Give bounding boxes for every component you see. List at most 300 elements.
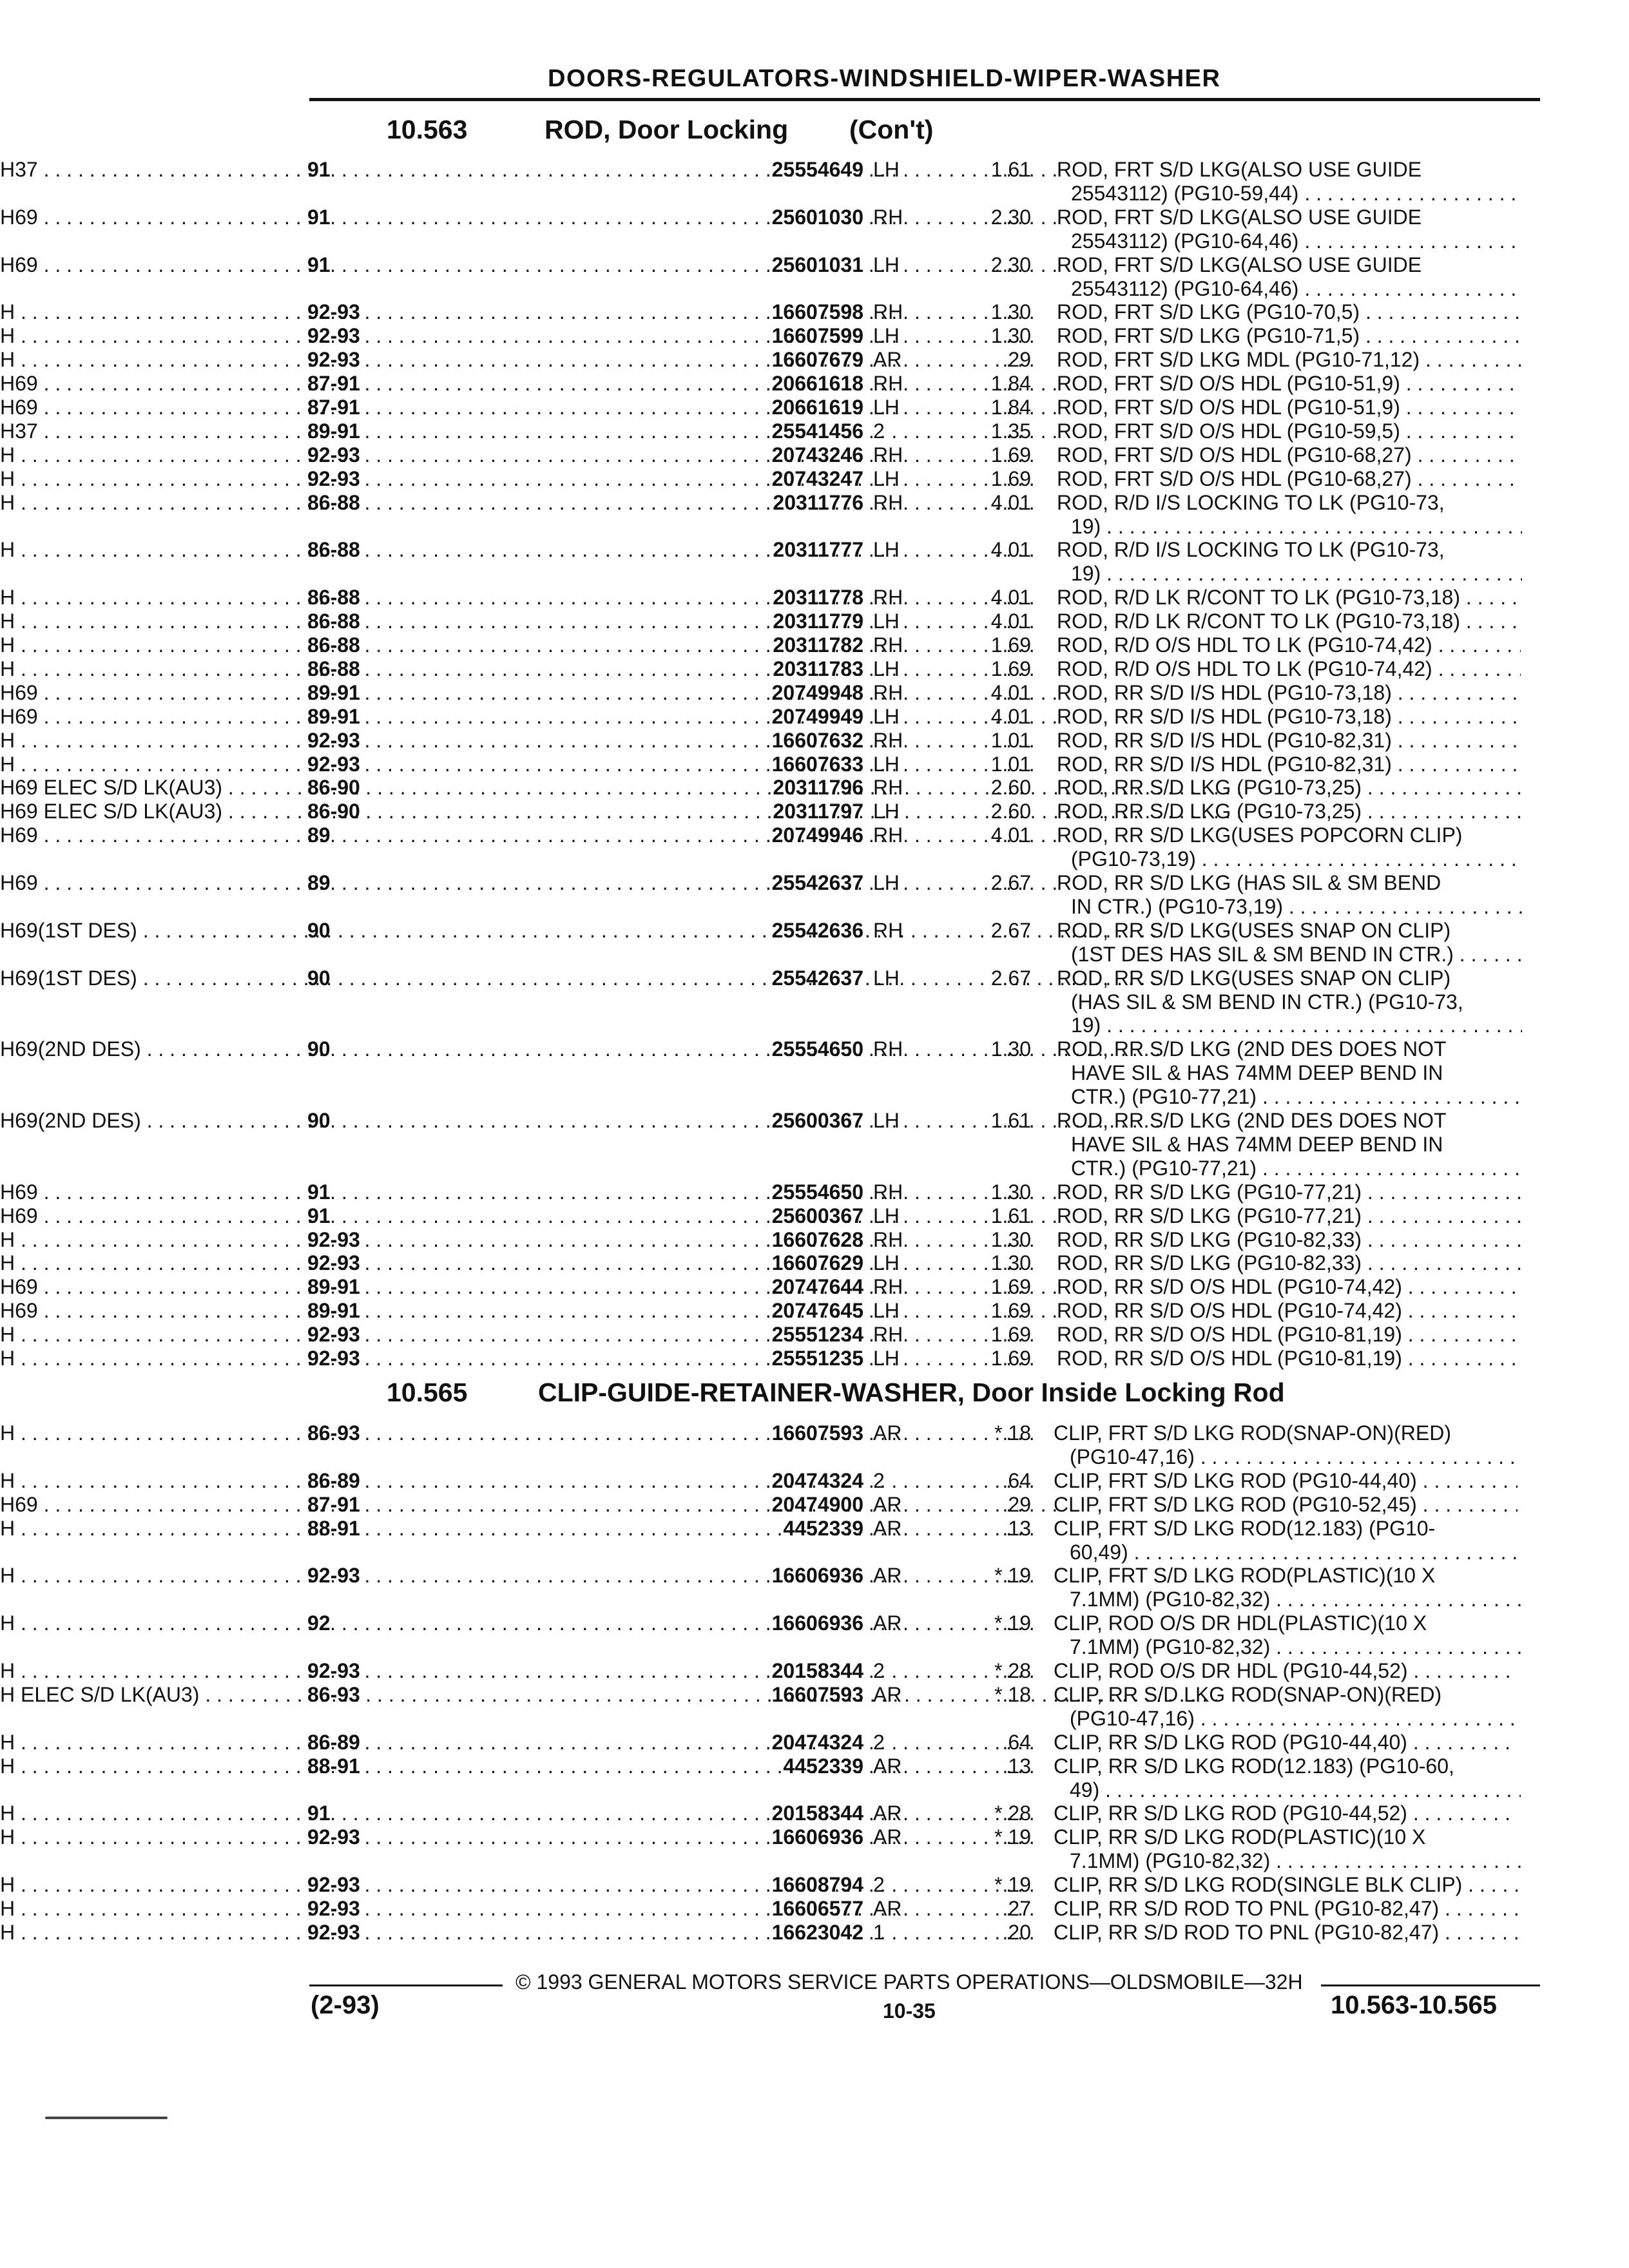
part-number: 20743247 bbox=[771, 466, 863, 490]
list-price: 1.69 bbox=[990, 1299, 1031, 1323]
part-row bbox=[0, 728, 1629, 753]
part-number: 20311797 bbox=[773, 800, 863, 823]
quantity: AR bbox=[873, 1564, 902, 1588]
part-row bbox=[0, 633, 1629, 657]
part-row bbox=[0, 1825, 1629, 1849]
list-price: 4.01 bbox=[990, 680, 1031, 704]
body-style: H69 . . . bbox=[0, 823, 1057, 847]
description: CLIP, RR S/D LKG ROD(SNAP-ON)(RED) bbox=[1054, 1682, 1442, 1706]
body-style: H69(2ND DES) . . . bbox=[0, 1108, 1161, 1133]
body-style: H69 . . . bbox=[0, 870, 1057, 895]
list-price: 4.01 bbox=[990, 823, 1031, 847]
description-continuation: (PG10-47,16) . . . bbox=[1070, 1445, 1521, 1469]
part-number: 20747645 bbox=[771, 1299, 863, 1323]
model-years: 92-93 bbox=[307, 300, 360, 324]
part-number: 20311777 bbox=[773, 538, 863, 562]
part-number: 20311796 bbox=[773, 776, 863, 800]
description: ROD, FRT S/D O/S HDL (PG10-68,27) . . . bbox=[1057, 466, 1521, 491]
quantity: 2 bbox=[873, 1730, 885, 1754]
part-row bbox=[0, 609, 1629, 633]
part-row bbox=[0, 966, 1629, 990]
description: ROD, FRT S/D LKG (PG10-71,5) . . . bbox=[1057, 323, 1521, 348]
quantity: 2 bbox=[873, 1659, 885, 1682]
description: ROD, RR S/D LKG (2ND DES DOES NOT bbox=[1057, 1037, 1447, 1061]
description: ROD, RR S/D LKG (PG10-77,21) . . . bbox=[1057, 1180, 1521, 1204]
model-years: 89-91 bbox=[307, 1275, 360, 1299]
model-years: 92-93 bbox=[307, 1825, 360, 1849]
part-number: 16607628 bbox=[771, 1227, 863, 1251]
description: ROD, RR S/D LKG (PG10-77,21) . . . bbox=[1057, 1204, 1521, 1228]
description-continuation: CTR.) (PG10-77,21) . . . bbox=[1071, 1084, 1522, 1109]
model-years: 91 bbox=[307, 205, 331, 229]
footer-rule-right bbox=[1321, 1984, 1540, 1986]
part-number: 16607599 bbox=[771, 324, 863, 348]
part-row bbox=[0, 205, 1629, 229]
model-years: 92-93 bbox=[307, 324, 360, 348]
part-row bbox=[0, 395, 1629, 419]
description: ROD, RR S/D LKG (2ND DES DOES NOT bbox=[1057, 1109, 1447, 1132]
description: ROD, RR S/D LKG (HAS SIL & SM BEND bbox=[1057, 871, 1441, 894]
quantity: LH bbox=[873, 324, 900, 348]
model-years: 92-93 bbox=[307, 1347, 360, 1370]
model-years: 90 bbox=[307, 918, 331, 942]
description-continuation: 19) . . . bbox=[1071, 561, 1522, 586]
body-style: H . . . bbox=[0, 1730, 1035, 1754]
quantity: RH bbox=[873, 1180, 903, 1204]
part-number: 16607593 bbox=[771, 1421, 863, 1445]
list-price: 1.61 bbox=[990, 1204, 1031, 1227]
quantity: RH bbox=[873, 372, 903, 396]
model-years: 86-89 bbox=[307, 1468, 360, 1492]
list-price: 1.69 bbox=[990, 1323, 1031, 1347]
quantity: AR bbox=[873, 1897, 902, 1920]
part-row bbox=[0, 752, 1629, 776]
part-number: 25542636 bbox=[771, 918, 863, 942]
part-row bbox=[0, 443, 1629, 467]
description-continuation: (PG10-47,16) . . . bbox=[1070, 1706, 1521, 1731]
quantity: RH bbox=[873, 586, 903, 610]
quantity: LH bbox=[873, 253, 900, 276]
list-price: 4.01 bbox=[990, 490, 1031, 514]
quantity: LH bbox=[873, 966, 900, 990]
description: CLIP, FRT S/D LKG ROD(SNAP-ON)(RED) bbox=[1054, 1421, 1451, 1445]
body-style: H69 . . . bbox=[0, 680, 1057, 705]
list-price: .29 bbox=[1002, 348, 1031, 372]
description: ROD, R/D LK R/CONT TO LK (PG10-73,18) . . . bbox=[1057, 585, 1521, 610]
description: CLIP, ROD O/S DR HDL(PLASTIC)(10 X bbox=[1054, 1611, 1427, 1635]
description: ROD, R/D O/S HDL TO LK (PG10-74,42) . . . bbox=[1057, 633, 1521, 657]
quantity: AR bbox=[873, 348, 902, 372]
footer-revision-date: (2-93) bbox=[311, 1991, 380, 2019]
quantity: RH bbox=[873, 1275, 903, 1299]
body-style: H69 ELEC S/D LK(AU3) . . . bbox=[0, 775, 1242, 800]
description: ROD, RR S/D LKG (PG10-82,33) . . . bbox=[1057, 1227, 1521, 1252]
part-row bbox=[0, 1754, 1629, 1778]
quantity: LH bbox=[873, 1109, 900, 1132]
description: ROD, R/D I/S LOCKING TO LK (PG10-73, bbox=[1057, 490, 1445, 514]
part-number: 25542637 bbox=[771, 966, 863, 990]
model-years: 91 bbox=[307, 1802, 331, 1825]
part-row bbox=[0, 1896, 1629, 1921]
model-years: 92-93 bbox=[307, 1659, 360, 1682]
part-row bbox=[0, 585, 1629, 610]
description: ROD, FRT S/D LKG(ALSO USE GUIDE bbox=[1057, 253, 1422, 276]
description: ROD, RR S/D I/S HDL (PG10-73,18) . . . bbox=[1057, 680, 1521, 705]
description-continuation: 25543112) (PG10-64,46) . . . bbox=[1071, 276, 1522, 301]
description: CLIP, FRT S/D LKG ROD (PG10-44,40) . . . bbox=[1054, 1468, 1518, 1493]
list-price: 1.84 bbox=[990, 372, 1031, 396]
list-price: .13 bbox=[1002, 1754, 1031, 1778]
quantity: AR bbox=[873, 1516, 902, 1540]
quantity: LH bbox=[873, 158, 900, 181]
part-row bbox=[0, 680, 1629, 705]
list-price: 2.67 bbox=[990, 871, 1031, 894]
part-row bbox=[0, 1920, 1629, 1945]
quantity: LH bbox=[873, 1347, 900, 1370]
list-price: 1.69 bbox=[990, 633, 1031, 657]
body-style: H . . . bbox=[0, 1611, 1035, 1635]
section-title: CLIP-GUIDE-RETAINER-WASHER, Door Inside Locking Rod bbox=[538, 1378, 1285, 1407]
part-number: 20158344 bbox=[771, 1802, 863, 1825]
model-years: 92-93 bbox=[307, 1251, 360, 1275]
part-number: 20311778 bbox=[773, 586, 863, 610]
body-style: H ELEC S/D LK(AU3) . . . bbox=[0, 1682, 1219, 1707]
quantity: RH bbox=[873, 728, 903, 752]
list-price: 4.01 bbox=[990, 586, 1031, 610]
description: CLIP, RR S/D ROD TO PNL (PG10-82,47) . . . bbox=[1054, 1896, 1518, 1921]
model-years: 86-88 bbox=[307, 586, 360, 610]
part-row bbox=[0, 918, 1629, 943]
description-continuation: 7.1MM) (PG10-82,32) . . . bbox=[1070, 1587, 1521, 1611]
body-style: H . . . bbox=[0, 609, 1035, 633]
model-years: 86-88 bbox=[307, 633, 360, 657]
model-years: 92-93 bbox=[307, 348, 360, 372]
part-row bbox=[0, 1611, 1629, 1635]
part-row bbox=[0, 1322, 1629, 1347]
part-row bbox=[0, 1682, 1629, 1707]
list-price: 1.35 bbox=[990, 419, 1031, 443]
description: ROD, RR S/D LKG(USES POPCORN CLIP) bbox=[1057, 823, 1463, 847]
body-style: H69 . . . bbox=[0, 395, 1057, 419]
part-number: 25554650 bbox=[771, 1180, 863, 1204]
description: ROD, R/D O/S HDL TO LK (PG10-74,42) . . . bbox=[1057, 657, 1521, 681]
list-price: 1.01 bbox=[990, 752, 1031, 776]
description: ROD, RR S/D O/S HDL (PG10-81,19) . . . bbox=[1057, 1346, 1521, 1370]
model-years: 88-91 bbox=[307, 1516, 360, 1540]
description: ROD, RR S/D LKG(USES SNAP ON CLIP) bbox=[1057, 918, 1451, 942]
part-number: 16606577 bbox=[771, 1897, 863, 1920]
part-number: 16607633 bbox=[771, 752, 863, 776]
description-continuation: 7.1MM) (PG10-82,32) . . . bbox=[1070, 1635, 1521, 1659]
model-years: 87-91 bbox=[307, 1492, 360, 1516]
body-style: H . . . bbox=[0, 1251, 1035, 1275]
list-price: .13 bbox=[1002, 1516, 1031, 1540]
part-number: 20747644 bbox=[771, 1275, 863, 1299]
list-price: 1.30 bbox=[990, 324, 1031, 348]
description-continuation: HAVE SIL & HAS 74MM DEEP BEND IN bbox=[1071, 1061, 1443, 1085]
quantity: LH bbox=[873, 704, 900, 728]
part-number: 25600367 bbox=[771, 1109, 863, 1132]
body-style: H . . . bbox=[0, 752, 1035, 776]
description: ROD, FRT S/D O/S HDL (PG10-59,5) . . . bbox=[1057, 419, 1521, 443]
model-years: 89-91 bbox=[307, 419, 360, 443]
description-continuation: IN CTR.) (PG10-73,19) . . . bbox=[1071, 894, 1522, 919]
quantity: RH bbox=[873, 1323, 903, 1347]
part-row bbox=[0, 1274, 1629, 1299]
model-years: 92-93 bbox=[307, 1564, 360, 1588]
description: ROD, FRT S/D LKG MDL (PG10-71,12) . . . bbox=[1057, 347, 1521, 372]
body-style: H . . . bbox=[0, 728, 1035, 753]
model-years: 91 bbox=[307, 158, 331, 181]
section-number: 10.565 bbox=[387, 1378, 468, 1407]
body-style: H . . . bbox=[0, 466, 1035, 491]
list-price: .29 bbox=[1002, 1492, 1031, 1516]
model-years: 92-93 bbox=[307, 752, 360, 776]
list-price: *.19 bbox=[994, 1564, 1031, 1588]
part-row bbox=[0, 1298, 1629, 1323]
part-number: 4452339 bbox=[783, 1754, 863, 1778]
model-years: 87-91 bbox=[307, 396, 360, 419]
quantity: RH bbox=[873, 205, 903, 229]
part-number: 16623042 bbox=[771, 1920, 863, 1944]
part-row bbox=[0, 870, 1629, 895]
list-price: *.18 bbox=[994, 1682, 1031, 1706]
quantity: LH bbox=[873, 1204, 900, 1227]
quantity: RH bbox=[873, 443, 903, 466]
part-number: 20311783 bbox=[773, 657, 863, 680]
part-number: 20749948 bbox=[771, 680, 863, 704]
part-number: 20474900 bbox=[771, 1492, 863, 1516]
body-style: H37 . . . bbox=[0, 157, 1057, 182]
part-number: 25554650 bbox=[771, 1037, 863, 1061]
description: ROD, FRT S/D LKG(ALSO USE GUIDE bbox=[1057, 158, 1422, 181]
list-price: 2.30 bbox=[990, 205, 1031, 229]
description: ROD, RR S/D I/S HDL (PG10-82,31) . . . bbox=[1057, 728, 1521, 753]
body-style: H . . . bbox=[0, 1658, 1035, 1683]
part-row bbox=[0, 1346, 1629, 1370]
model-years: 86-90 bbox=[307, 800, 360, 823]
description: CLIP, RR S/D ROD TO PNL (PG10-82,47) . . . bbox=[1054, 1920, 1518, 1945]
part-row bbox=[0, 1872, 1629, 1897]
body-style: H69 . . . bbox=[0, 1204, 1057, 1228]
description: ROD, FRT S/D LKG(ALSO USE GUIDE bbox=[1057, 205, 1422, 229]
part-row bbox=[0, 1516, 1629, 1541]
body-style: H69(2ND DES) . . . bbox=[0, 1037, 1161, 1061]
body-style: H . . . bbox=[0, 443, 1035, 467]
description-continuation: 7.1MM) (PG10-82,32) . . . bbox=[1070, 1849, 1521, 1873]
list-price: *.28 bbox=[994, 1659, 1031, 1682]
part-number: 25551234 bbox=[771, 1323, 863, 1347]
description: ROD, R/D I/S LOCKING TO LK (PG10-73, bbox=[1057, 538, 1445, 562]
part-row bbox=[0, 1421, 1629, 1445]
description-continuation: 25543112) (PG10-59,44) . . . bbox=[1071, 181, 1522, 206]
model-years: 92-93 bbox=[307, 1323, 360, 1347]
body-style: H . . . bbox=[0, 300, 1035, 324]
list-price: 1.30 bbox=[990, 1251, 1031, 1275]
model-years: 86-90 bbox=[307, 776, 360, 800]
quantity: AR bbox=[873, 1611, 902, 1635]
list-price: 4.01 bbox=[990, 704, 1031, 728]
body-style: H . . . bbox=[0, 1825, 1035, 1849]
quantity: AR bbox=[873, 1492, 902, 1516]
body-style: H69(1ST DES) . . . bbox=[0, 966, 1157, 990]
part-row bbox=[0, 1180, 1629, 1204]
body-style: H . . . bbox=[0, 1896, 1035, 1921]
quantity: 2 bbox=[873, 1468, 885, 1492]
description: ROD, RR S/D LKG(USES SNAP ON CLIP) bbox=[1057, 966, 1451, 990]
body-style: H . . . bbox=[0, 1920, 1035, 1945]
list-price: 1.30 bbox=[990, 300, 1031, 324]
model-years: 91 bbox=[307, 1204, 331, 1227]
description: CLIP, RR S/D LKG ROD(SINGLE BLK CLIP) . . . bbox=[1054, 1872, 1518, 1897]
list-price: 2.67 bbox=[990, 966, 1031, 990]
model-years: 90 bbox=[307, 1037, 331, 1061]
model-years: 89 bbox=[307, 823, 331, 847]
body-style: H69 . . . bbox=[0, 704, 1057, 729]
body-style: H . . . bbox=[0, 1801, 1035, 1825]
model-years: 86-88 bbox=[307, 490, 360, 514]
body-style: H . . . bbox=[0, 1346, 1035, 1370]
part-row bbox=[0, 347, 1629, 372]
model-years: 92-93 bbox=[307, 1873, 360, 1897]
part-row bbox=[0, 775, 1629, 800]
section-number: 10.563 bbox=[387, 115, 468, 144]
body-style: H69 . . . bbox=[0, 1180, 1057, 1204]
part-number: 20661619 bbox=[771, 396, 863, 419]
model-years: 86-93 bbox=[307, 1682, 360, 1706]
body-style: H . . . bbox=[0, 1754, 1035, 1778]
list-price: 1.61 bbox=[990, 158, 1031, 181]
quantity: RH bbox=[873, 633, 903, 657]
model-years: 89-91 bbox=[307, 680, 360, 704]
part-row bbox=[0, 419, 1629, 443]
part-number: 16607598 bbox=[771, 300, 863, 324]
description: ROD, RR S/D I/S HDL (PG10-82,31) . . . bbox=[1057, 752, 1521, 776]
quantity: LH bbox=[873, 871, 900, 894]
description-continuation: 49) . . . bbox=[1070, 1778, 1521, 1802]
quantity: 2 bbox=[873, 419, 885, 443]
body-style: H69 . . . bbox=[0, 253, 1057, 277]
part-number: 16607632 bbox=[771, 728, 863, 752]
model-years: 92-93 bbox=[307, 466, 360, 490]
quantity: RH bbox=[873, 680, 903, 704]
quantity: RH bbox=[873, 823, 903, 847]
body-style: H . . . bbox=[0, 537, 1035, 562]
list-price: 1.30 bbox=[990, 1037, 1031, 1061]
body-style: H69 . . . bbox=[0, 205, 1057, 229]
footer-page-number: 10-35 bbox=[883, 1999, 936, 2023]
list-price: *.19 bbox=[994, 1611, 1031, 1635]
list-price: *.18 bbox=[994, 1421, 1031, 1445]
description-continuation: 60,49) . . . bbox=[1070, 1540, 1521, 1564]
list-price: 1.61 bbox=[990, 1109, 1031, 1132]
part-row bbox=[0, 300, 1629, 324]
model-years: 91 bbox=[307, 1180, 331, 1204]
quantity: LH bbox=[873, 610, 900, 633]
description-continuation: 19) . . . bbox=[1071, 1013, 1522, 1037]
model-years: 86-88 bbox=[307, 610, 360, 633]
quantity: AR bbox=[873, 1421, 902, 1445]
body-style: H . . . bbox=[0, 1227, 1035, 1252]
part-row bbox=[0, 371, 1629, 396]
part-number: 20311776 bbox=[773, 490, 863, 514]
model-years: 86-88 bbox=[307, 657, 360, 680]
body-style: H69 . . . bbox=[0, 1492, 1057, 1517]
body-style: H . . . bbox=[0, 323, 1035, 348]
part-row bbox=[0, 1801, 1629, 1825]
list-price: 1.69 bbox=[990, 1275, 1031, 1299]
part-row bbox=[0, 466, 1629, 491]
description: ROD, FRT S/D O/S HDL (PG10-51,9) . . . bbox=[1057, 371, 1521, 396]
part-number: 25554649 bbox=[771, 158, 863, 181]
quantity: LH bbox=[873, 1299, 900, 1323]
part-number: 20474324 bbox=[771, 1468, 863, 1492]
list-price: *.19 bbox=[994, 1825, 1031, 1849]
model-years: 91 bbox=[307, 253, 331, 276]
quantity: 1 bbox=[873, 1920, 885, 1944]
list-price: 1.84 bbox=[990, 396, 1031, 419]
list-price: 4.01 bbox=[990, 610, 1031, 633]
quantity: LH bbox=[873, 752, 900, 776]
description: ROD, FRT S/D O/S HDL (PG10-51,9) . . . bbox=[1057, 395, 1521, 419]
quantity: LH bbox=[873, 1251, 900, 1275]
part-row bbox=[0, 157, 1629, 182]
list-price: .64 bbox=[1002, 1468, 1031, 1492]
list-price: 1.69 bbox=[990, 1347, 1031, 1370]
part-row bbox=[0, 799, 1629, 823]
body-style: H . . . bbox=[0, 1872, 1035, 1897]
quantity: RH bbox=[873, 300, 903, 324]
body-style: H . . . bbox=[0, 1421, 1035, 1445]
part-row bbox=[0, 823, 1629, 847]
part-row bbox=[0, 1251, 1629, 1275]
part-row bbox=[0, 1037, 1629, 1061]
list-price: *.19 bbox=[994, 1873, 1031, 1897]
body-style: H69(1ST DES) . . . bbox=[0, 918, 1157, 943]
quantity: RH bbox=[873, 490, 903, 514]
description-continuation: (1ST DES HAS SIL & SM BEND IN CTR.) . . . bbox=[1071, 942, 1522, 966]
part-row bbox=[0, 253, 1629, 277]
description: CLIP, FRT S/D LKG ROD(12.183) (PG10- bbox=[1054, 1516, 1436, 1540]
part-number: 20743246 bbox=[771, 443, 863, 466]
list-price: 1.69 bbox=[990, 657, 1031, 680]
description-continuation: (HAS SIL & SM BEND IN CTR.) (PG10-73, bbox=[1071, 990, 1463, 1014]
body-style: H . . . bbox=[0, 347, 1035, 372]
description-continuation: 25543112) (PG10-64,46) . . . bbox=[1071, 229, 1522, 253]
model-years: 92-93 bbox=[307, 1920, 360, 1944]
part-row bbox=[0, 704, 1629, 729]
part-number: 25601030 bbox=[771, 205, 863, 229]
part-row bbox=[0, 1227, 1629, 1252]
quantity: LH bbox=[873, 800, 900, 823]
description: CLIP, FRT S/D LKG ROD(PLASTIC)(10 X bbox=[1054, 1564, 1436, 1588]
body-style: H37 . . . bbox=[0, 419, 1057, 443]
description: CLIP, RR S/D LKG ROD (PG10-44,40) . . . bbox=[1054, 1730, 1518, 1754]
part-row bbox=[0, 1492, 1629, 1517]
model-years: 92-93 bbox=[307, 1227, 360, 1251]
quantity: LH bbox=[873, 466, 900, 490]
part-row bbox=[0, 1563, 1629, 1588]
description-continuation: (PG10-73,19) . . . bbox=[1071, 847, 1522, 871]
description: ROD, RR S/D I/S HDL (PG10-73,18) . . . bbox=[1057, 704, 1521, 729]
description-continuation: CTR.) (PG10-77,21) . . . bbox=[1071, 1156, 1522, 1180]
part-number: 4452339 bbox=[783, 1516, 863, 1540]
part-number: 20749946 bbox=[771, 823, 863, 847]
model-years: 92-93 bbox=[307, 443, 360, 466]
list-price: 1.01 bbox=[990, 728, 1031, 752]
model-years: 90 bbox=[307, 1109, 331, 1132]
scan-smudge bbox=[45, 2117, 168, 2119]
